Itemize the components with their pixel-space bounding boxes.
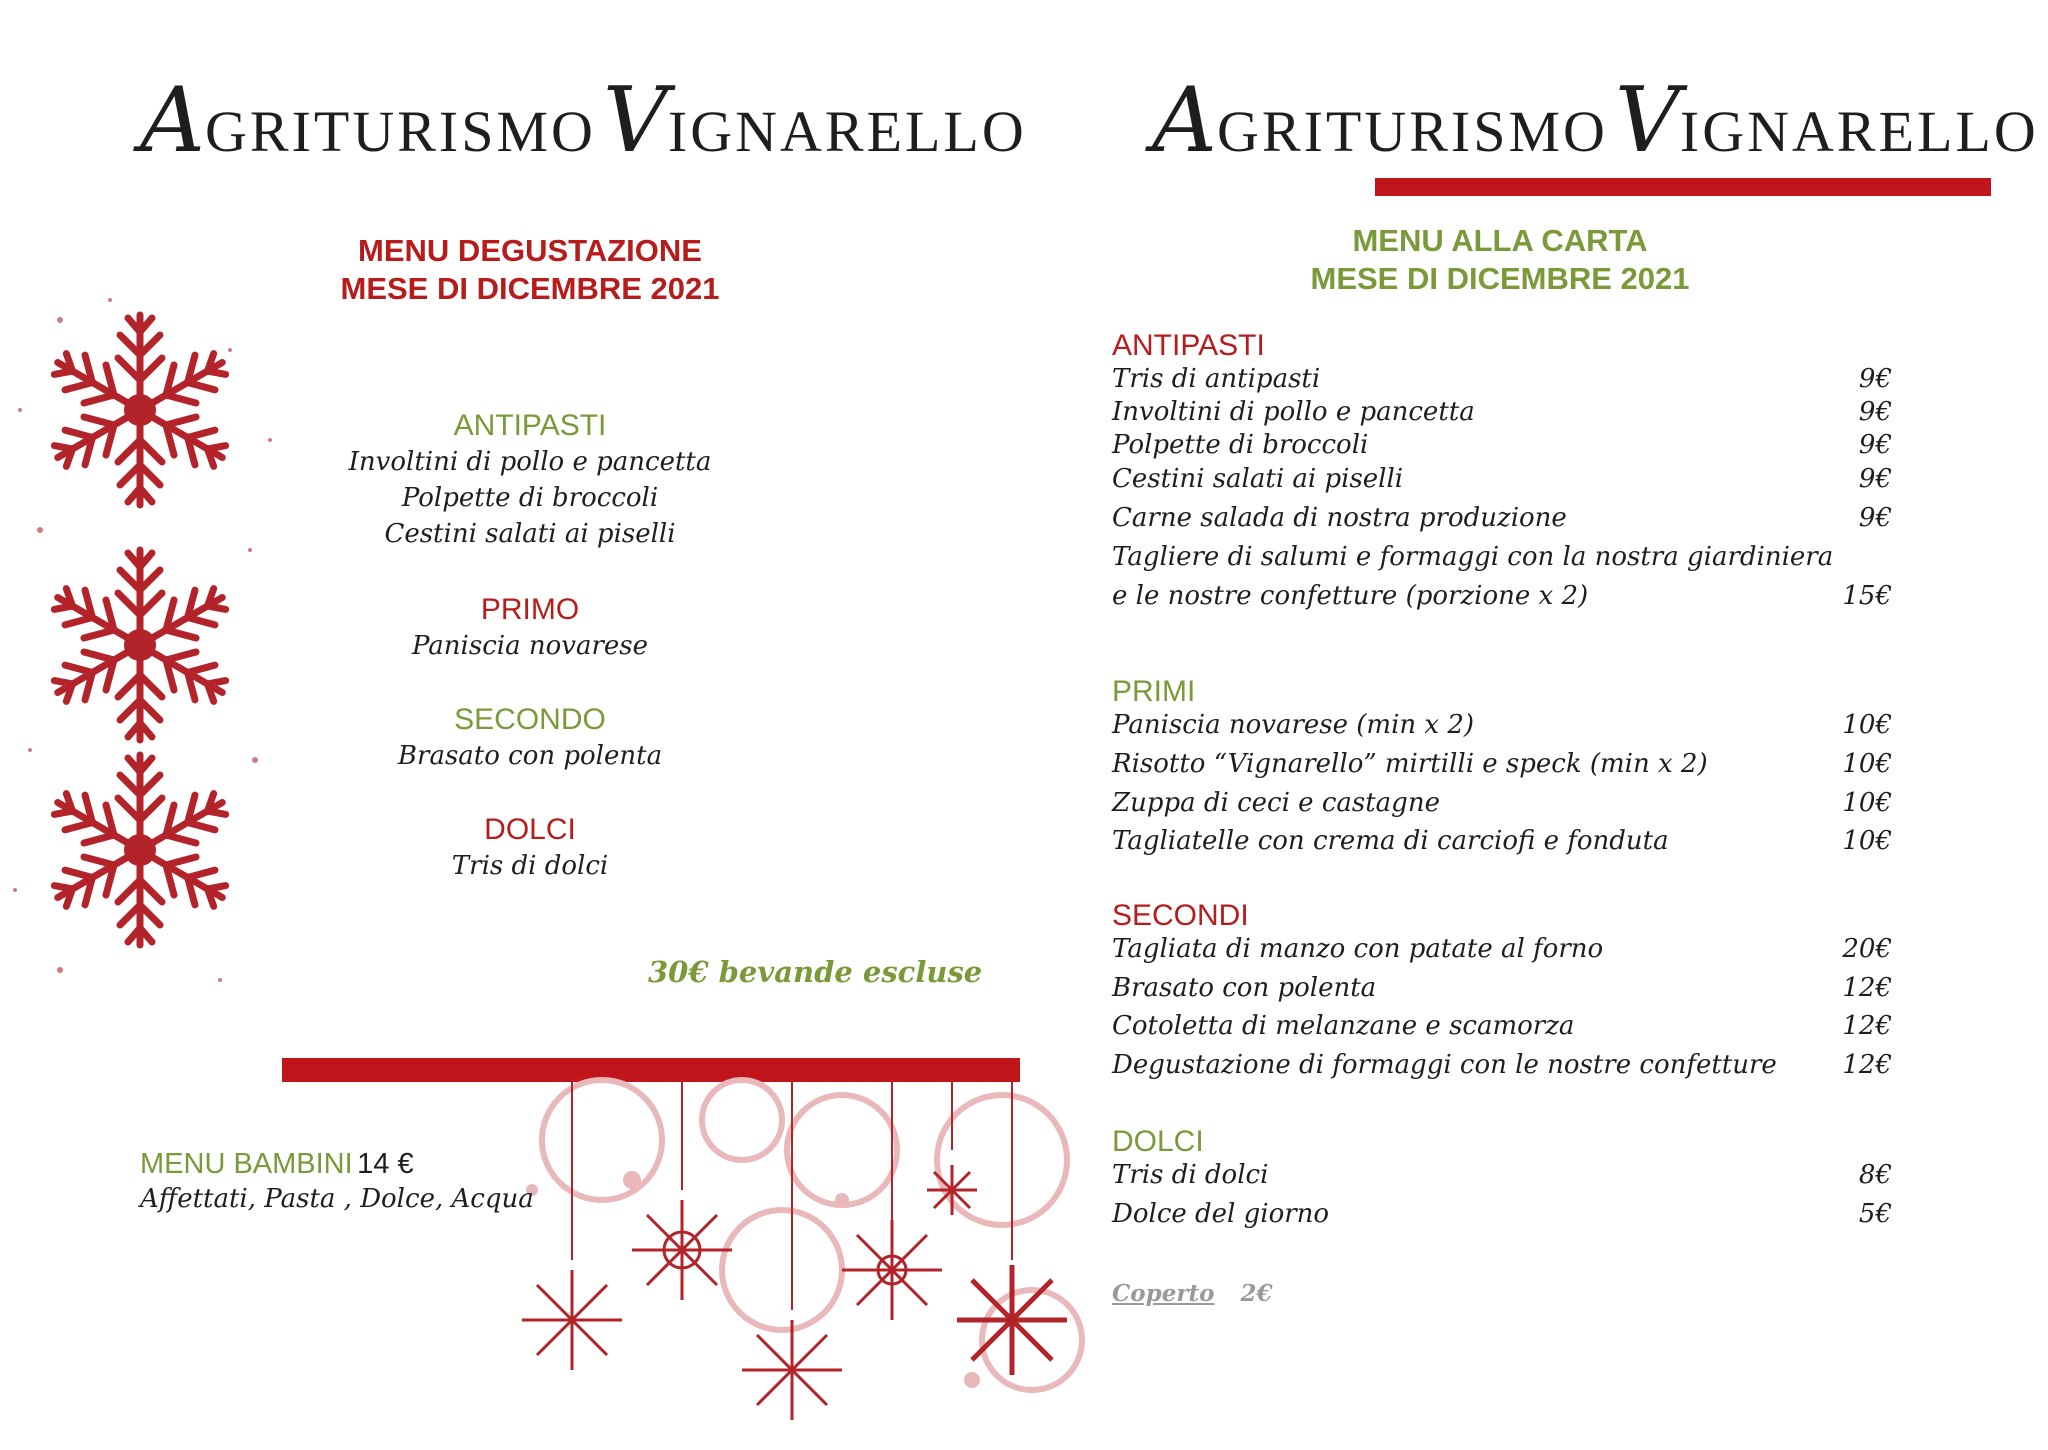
menu-row	[1112, 1011, 1892, 1049]
carta-heading-secondi: SECONDI	[1112, 899, 1249, 932]
menu-row	[1112, 1199, 1892, 1237]
menu-item: Paniscia novarese	[411, 631, 648, 661]
logo-word: GRITURISMO	[205, 99, 596, 164]
tasting-price-note: 30€ bevande escluse	[648, 955, 983, 989]
menu-row	[1112, 1050, 1892, 1088]
menu-row	[1112, 1160, 1892, 1198]
tasting-menu-title	[280, 232, 780, 308]
dish-name: Paniscia novarese (min x 2)	[1112, 710, 1475, 740]
section-heading: DOLCI	[484, 813, 576, 846]
dish-price: 12€	[1842, 1050, 1892, 1080]
dish-price: 20€	[1842, 934, 1892, 964]
dish-name: Involtini di pollo e pancetta	[1112, 397, 1475, 427]
coperto-price: 2€	[1240, 1280, 1273, 1307]
title-line: MESE DI DICEMBRE 2021	[1310, 261, 1690, 296]
logo-letter: V	[602, 68, 668, 173]
tasting-section-secondo	[300, 702, 760, 774]
dish-price: 10€	[1842, 710, 1892, 740]
dish-price: 9€	[1858, 397, 1892, 427]
menu-item: Tris di dolci	[451, 851, 609, 881]
dish-name: e le nostre confetture (porzione x 2)	[1112, 581, 1589, 611]
tasting-section-antipasti	[300, 408, 760, 552]
dish-price: 10€	[1842, 788, 1892, 818]
logo-word: IGNARELLO	[667, 99, 1027, 164]
dish-name: Carne salada di nostra produzione	[1112, 503, 1567, 533]
logo-word: IGNARELLO	[1679, 99, 2039, 164]
dish-name: Zuppa di ceci e castagne	[1112, 788, 1440, 818]
dish-name: Tagliatelle con crema di carciofi e fonduta	[1112, 826, 1669, 856]
dish-name: Cestini salati ai piselli	[1112, 464, 1404, 494]
dish-name: Cotoletta di melanzane e scamorza	[1112, 1011, 1575, 1041]
dish-name: Brasato con polenta	[1112, 973, 1377, 1003]
tasting-section-dolci	[300, 812, 760, 884]
menu-item: Cestini salati ai piselli	[384, 519, 676, 549]
title-line: MENU ALLA CARTA	[1352, 223, 1648, 258]
dish-name: Risotto “Vignarello” mirtilli e speck (min x 2)	[1112, 749, 1708, 779]
brand-logo-right	[1152, 68, 2039, 173]
dish-name: Dolce del giorno	[1112, 1199, 1330, 1229]
title-line: MENU DEGUSTAZIONE	[358, 233, 702, 268]
coperto-note	[1112, 1280, 1272, 1307]
menu-row	[1112, 430, 1892, 468]
menu-row	[1112, 934, 1892, 972]
section-heading: ANTIPASTI	[453, 409, 607, 442]
dish-price: 9€	[1858, 430, 1892, 460]
menu-row	[1112, 464, 1892, 502]
logo-letter: A	[1152, 68, 1217, 173]
carta-heading-antipasti: ANTIPASTI	[1112, 329, 1265, 362]
brand-logo-left	[140, 68, 1027, 173]
carta-heading-dolci: DOLCI	[1112, 1125, 1204, 1158]
kids-menu-price: 14 €	[357, 1148, 414, 1180]
dish-name: Tagliata di manzo con patate al forno	[1112, 934, 1604, 964]
section-heading: PRIMO	[480, 593, 580, 626]
menu-item: Involtini di pollo e pancetta	[348, 447, 712, 477]
dish-name: Tagliere di salumi e formaggi con la nostra giardiniera	[1112, 542, 1834, 572]
dish-price: 9€	[1858, 364, 1892, 394]
menu-row	[1112, 710, 1892, 748]
section-heading: SECONDO	[454, 703, 606, 736]
dish-price: 5€	[1858, 1199, 1892, 1229]
dish-name: Polpette di broccoli	[1112, 430, 1369, 460]
logo-letter: V	[1614, 68, 1680, 173]
dish-price: 12€	[1842, 973, 1892, 1003]
dish-name: Tris di dolci	[1112, 1160, 1269, 1190]
logo-letter: A	[140, 68, 205, 173]
carta-heading-primi: PRIMI	[1112, 675, 1196, 708]
menu-row	[1112, 542, 1892, 580]
dish-price: 8€	[1858, 1160, 1892, 1190]
kids-menu-label: MENU BAMBINI	[140, 1148, 353, 1180]
menu-row	[1112, 973, 1892, 1011]
dish-price: 10€	[1842, 826, 1892, 856]
menu-row	[1112, 788, 1892, 826]
dish-name: Tris di antipasti	[1112, 364, 1321, 394]
dish-price: 12€	[1842, 1011, 1892, 1041]
menu-row	[1112, 749, 1892, 787]
tasting-section-primo	[300, 592, 760, 664]
dish-price: 10€	[1842, 749, 1892, 779]
kids-menu-items: Affettati, Pasta , Dolce, Acqua	[140, 1184, 534, 1214]
header-bar	[1375, 178, 1991, 196]
menu-item: Brasato con polenta	[397, 741, 663, 771]
dish-price: 15€	[1842, 581, 1892, 611]
kids-menu	[140, 1148, 414, 1181]
snowflake-decoration-icon	[0, 290, 300, 1010]
menu-item: Polpette di broccoli	[401, 483, 659, 513]
divider-bar	[282, 1058, 1020, 1082]
dish-price: 9€	[1858, 503, 1892, 533]
dish-price: 9€	[1858, 464, 1892, 494]
coperto-label: Coperto	[1112, 1280, 1215, 1307]
menu-row	[1112, 826, 1892, 864]
dish-name: Degustazione di formaggi con le nostre confetture	[1112, 1050, 1777, 1080]
carta-menu-title	[1250, 222, 1750, 298]
christmas-ornaments-icon	[512, 1080, 1082, 1450]
logo-word: GRITURISMO	[1217, 99, 1608, 164]
menu-row	[1112, 503, 1892, 541]
menu-row	[1112, 581, 1892, 619]
title-line: MESE DI DICEMBRE 2021	[340, 271, 720, 306]
